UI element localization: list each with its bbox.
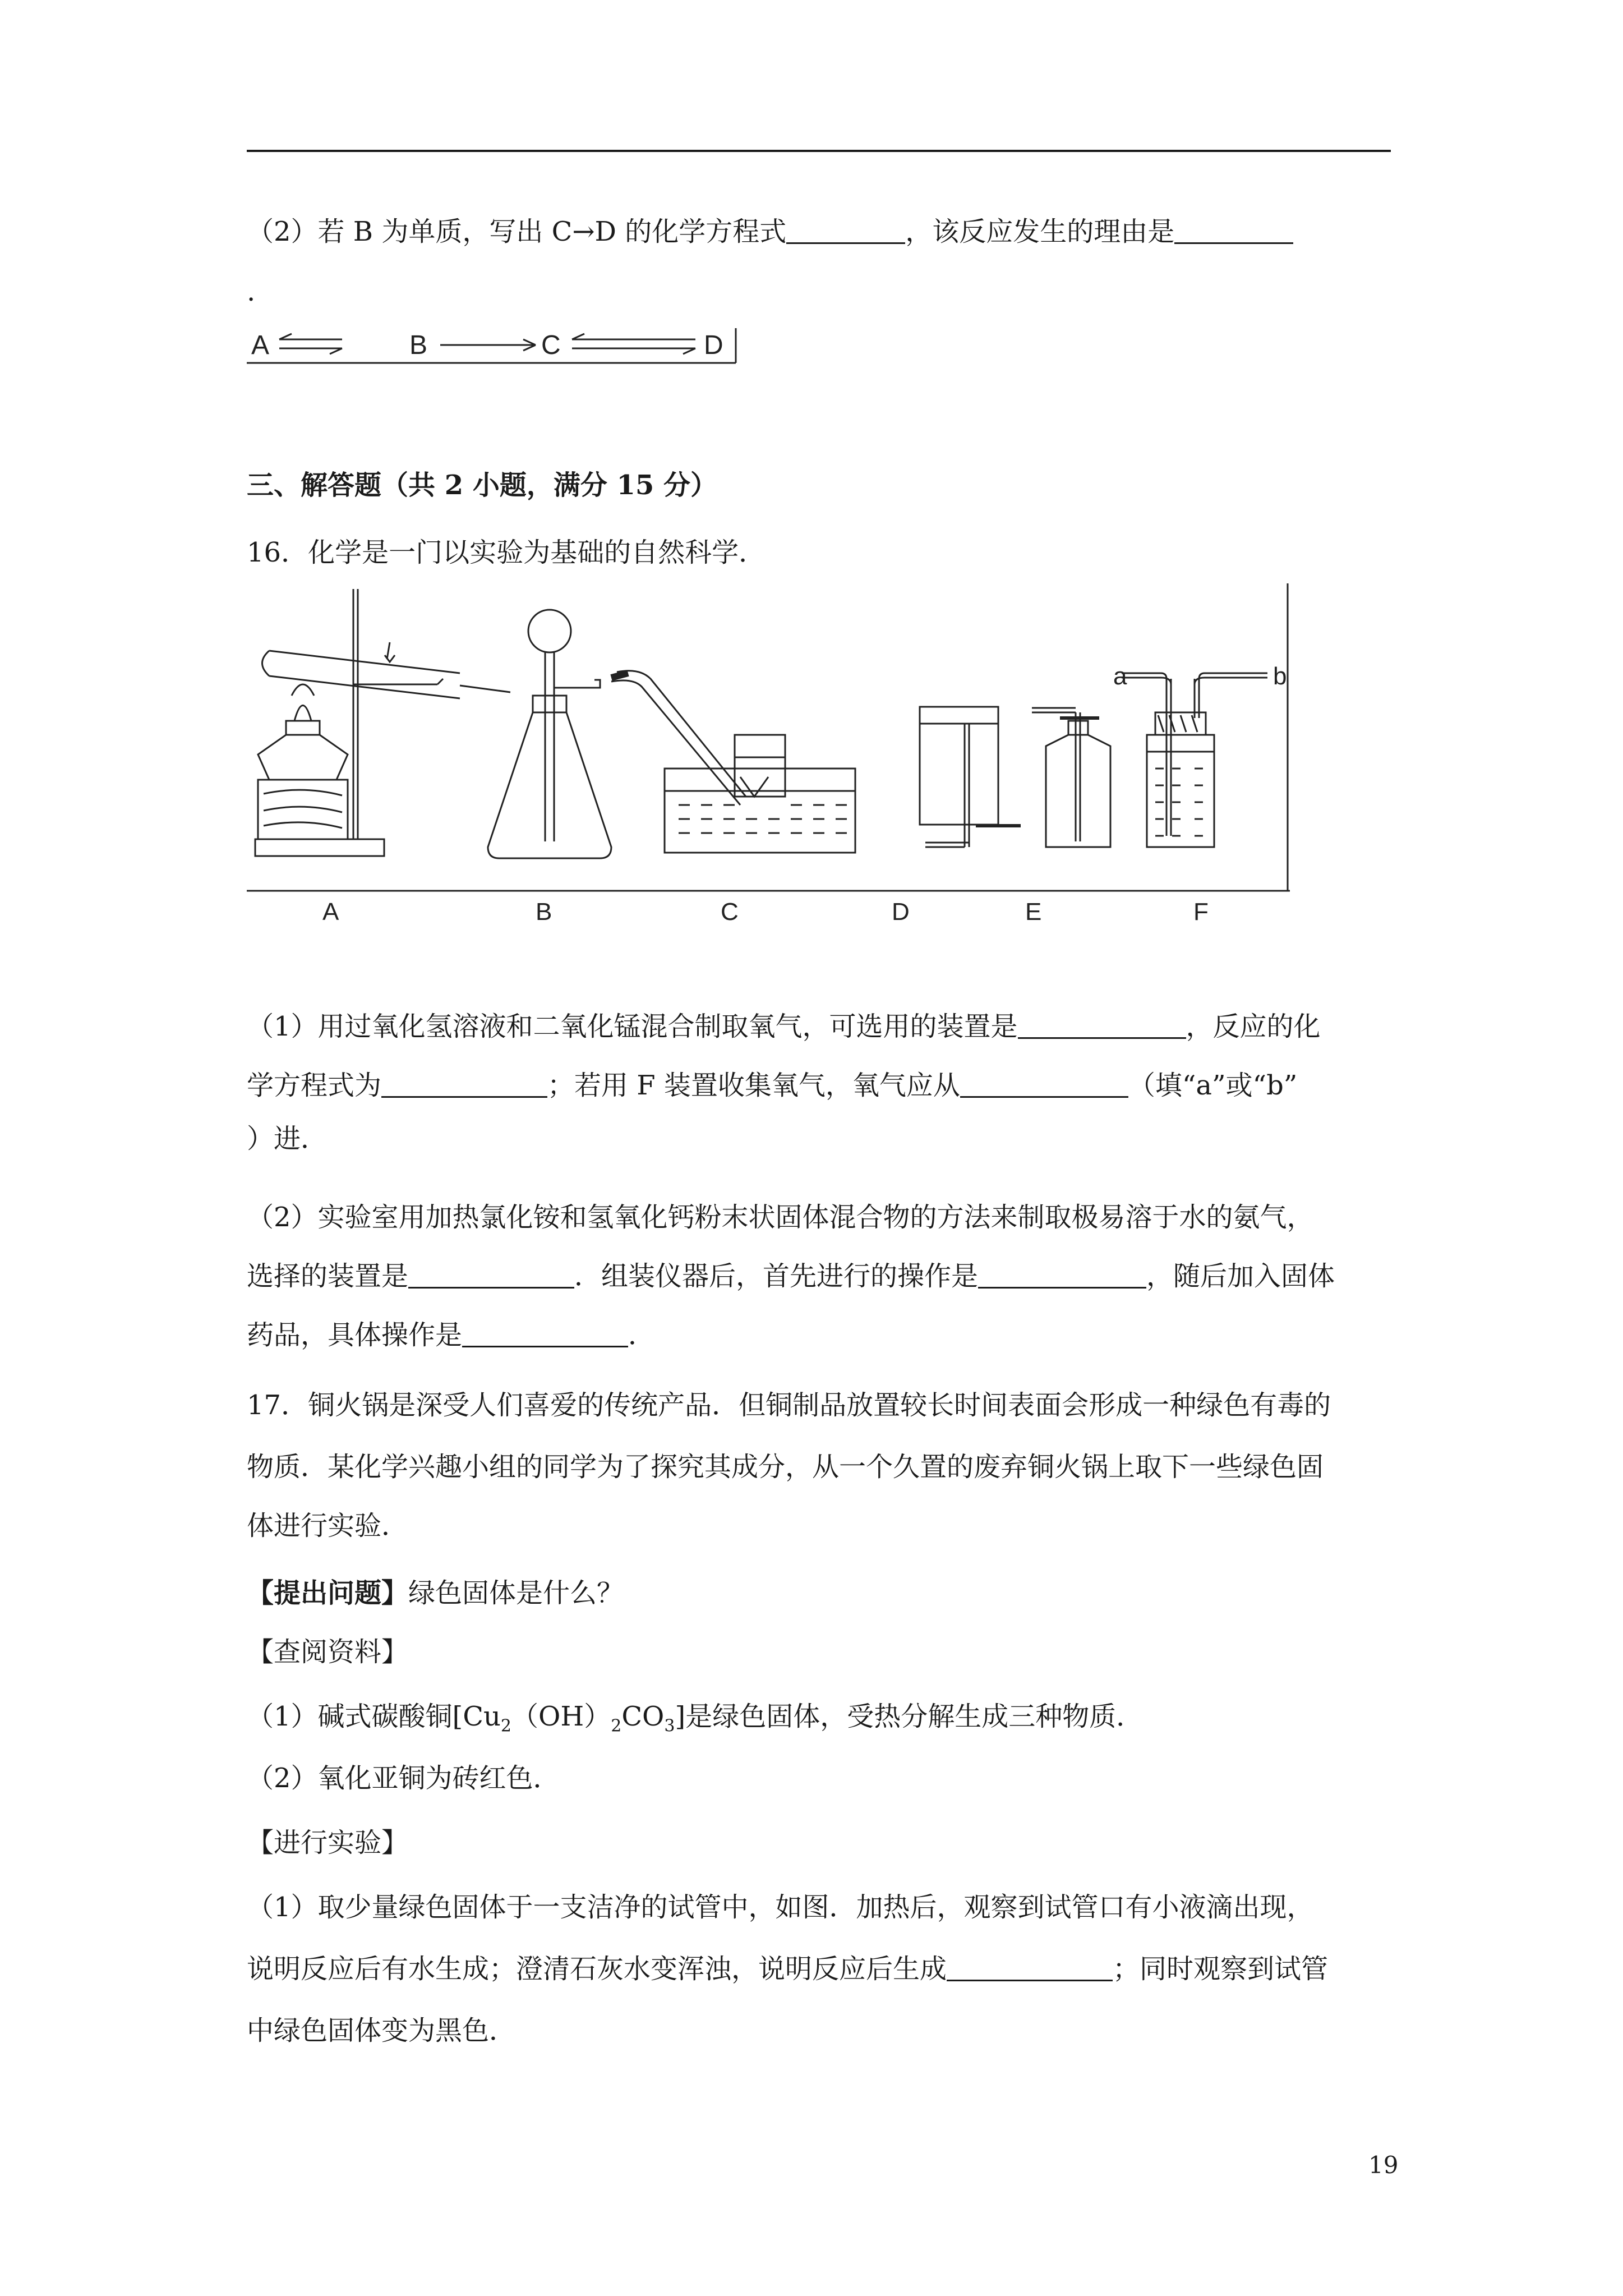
apparatus-a — [255, 589, 510, 856]
tube-label-b: b — [1273, 662, 1287, 690]
reference-2: （2）氧化亚铜为砖红色． — [247, 1763, 560, 1794]
header-rule — [247, 150, 1391, 152]
q15-part2-middle: ，该反应发生的理由是 — [905, 216, 1175, 247]
diagram-node-a: A — [251, 330, 270, 360]
answer-blank[interactable] — [1018, 1013, 1186, 1039]
apparatus-b — [488, 610, 611, 858]
q16-p2-line2: 选择的装置是 ．组装仪器后，首先进行的操作是 ，随后加入固体 — [247, 1260, 1335, 1292]
q17-line1: 17．铜火锅是深受人们喜爱的传统产品．但铜制品放置较长时间表面会形成一种绿色有毒的 — [247, 1389, 1331, 1421]
apparatus-label-a: A — [322, 898, 339, 926]
apparatus-label-e: E — [1025, 898, 1042, 926]
answer-blank[interactable] — [947, 1955, 1113, 1981]
q16-p1-line3: ）进． — [247, 1123, 328, 1154]
apparatus-figure — [247, 583, 1290, 942]
q16-p1-line1: （1）用过氧化氢溶液和二氧化锰混合制取氧气，可选用的装置是 ，反应的化 — [247, 1011, 1321, 1042]
q15-part2-end: . — [247, 276, 256, 307]
answer-blank[interactable] — [786, 218, 905, 244]
experiment-heading: 【进行实验】 — [247, 1827, 409, 1858]
apparatus-label-d: D — [892, 898, 910, 926]
answer-blank[interactable] — [1174, 218, 1293, 244]
diagram-node-c: C — [541, 330, 561, 360]
experiment-line1: （1）取少量绿色固体于一支洁净的试管中，如图．加热后，观察到试管口有小液滴出现， — [247, 1892, 1314, 1923]
apparatus-label-b: B — [536, 898, 552, 926]
experiment-line2: 说明反应后有水生成；澄清石灰水变浑浊，说明反应后生成 ；同时观察到试管 — [247, 1953, 1329, 1985]
q16-p2-line3: 药品，具体操作是 ． — [247, 1319, 656, 1351]
apparatus-c — [611, 671, 855, 853]
answer-blank[interactable] — [381, 1071, 547, 1098]
tube-label-a: a — [1113, 662, 1127, 690]
answer-blank[interactable] — [978, 1262, 1146, 1289]
diagram-node-d: D — [704, 330, 723, 360]
arrow-diagram — [247, 323, 740, 367]
section-title: 三、解答题（共 2 小题，满分 15 分） — [247, 470, 718, 501]
apparatus-e — [1032, 708, 1110, 847]
apparatus-f — [1122, 673, 1267, 847]
experiment-line3: 中绿色固体变为黑色． — [247, 2015, 517, 2046]
apparatus-label-f: F — [1193, 898, 1209, 926]
q15-part2-line — [247, 215, 1293, 249]
answer-blank[interactable] — [462, 1321, 628, 1347]
diagram-node-b: B — [409, 330, 428, 360]
apparatus-d — [920, 707, 1021, 847]
references-heading: 【查阅资料】 — [247, 1636, 409, 1668]
page-number: 19 — [1368, 2151, 1399, 2179]
q17-line2: 物质．某化学兴趣小组的同学为了探究其成分，从一个久置的废弃铜火锅上取下一些绿色固 — [247, 1451, 1324, 1483]
q16-p2-line1: （2）实验室用加热氯化铵和氢氧化钙粉末状固体混合物的方法来制取极易溶于水的氨气， — [247, 1202, 1314, 1233]
reference-1: （1）碱式碳酸铜$[Cu_2(OH)_2CO_3]$是绿色固体，受热分解生成三种物质． — [247, 1701, 1144, 1736]
question-heading: 【提出问题】绿色固体是什么？ — [247, 1577, 624, 1609]
q16-p1-line2: 学方程式为 ；若用 F 装置收集氧气，氧气应从 （填“a”或“b” — [247, 1070, 1298, 1101]
q17-line3: 体进行实验． — [247, 1510, 409, 1542]
q15-part2-prefix: （2）若 B 为单质，写出 C→D 的化学方程式 — [247, 216, 787, 247]
answer-blank[interactable] — [408, 1262, 574, 1289]
q16-intro: 16．化学是一门以实验为基础的自然科学． — [247, 537, 766, 568]
answer-blank[interactable] — [960, 1071, 1128, 1098]
apparatus-label-c: C — [721, 898, 739, 926]
